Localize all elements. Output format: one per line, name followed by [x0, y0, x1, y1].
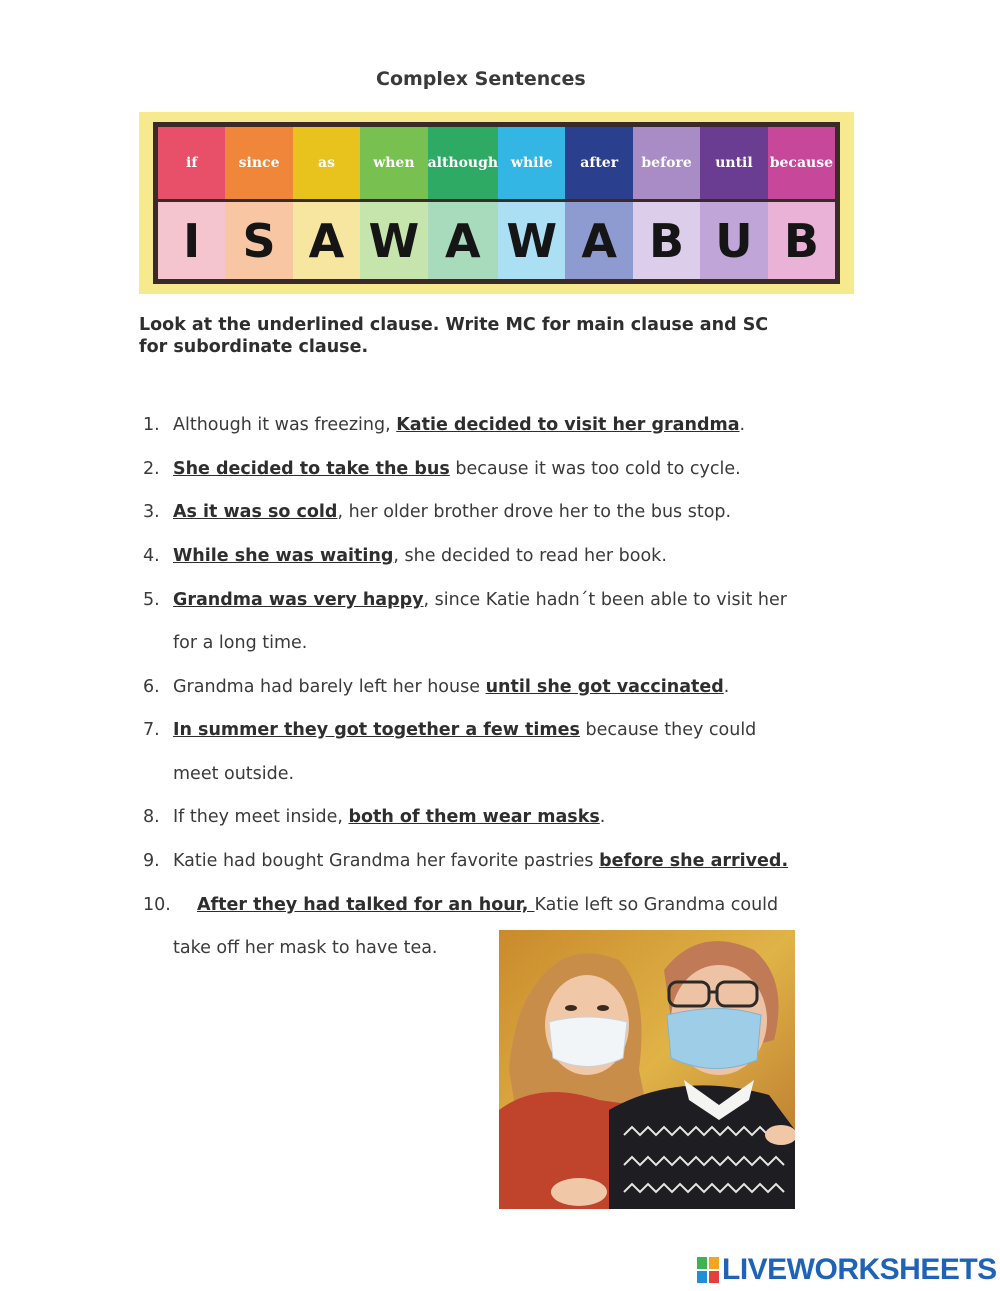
question-text-after: because they could: [579, 720, 757, 740]
question-text-before: If they meet inside,: [173, 807, 349, 827]
instructions: Look at the underlined clause. Write MC for main clause and SC for subordinate clause.: [139, 315, 769, 357]
logo-square: [697, 1271, 707, 1283]
question-text-before: Grandma had barely left her house: [173, 677, 486, 697]
conjunction-word: before: [633, 127, 700, 199]
question-2: [143, 459, 741, 479]
conjunction-word: after: [565, 127, 632, 199]
question-8: [143, 807, 605, 827]
underlined-clause: Katie decided to visit her grandma: [396, 415, 740, 435]
question-number: 5.: [143, 590, 160, 610]
question-text-before: Katie had bought Grandma her favorite pastries: [173, 851, 600, 871]
question-7-continuation: meet outside.: [173, 764, 295, 784]
question-number: 9.: [143, 851, 160, 871]
question-number: 3.: [143, 502, 160, 522]
question-10-continuation: take off her mask to have tea.: [173, 938, 438, 958]
banner-column: [360, 127, 427, 279]
question-number: 8.: [143, 807, 160, 827]
question-number: 7.: [143, 720, 160, 740]
question-9: [143, 851, 788, 871]
page-title: Complex Sentences: [376, 68, 586, 90]
question-text-after: .: [739, 415, 746, 435]
logo-square: [709, 1257, 719, 1269]
banner-column: [293, 127, 360, 279]
banner-grid: [153, 122, 840, 284]
question-text-after: , her older brother drove her to the bus stop.: [337, 502, 732, 522]
banner-column: [700, 127, 767, 279]
conjunction-letter: B: [633, 199, 700, 279]
conjunction-word: as: [293, 127, 360, 199]
question-text-after: .: [723, 677, 730, 697]
grandma-and-granddaughter-photo: [499, 930, 795, 1209]
question-4: [143, 546, 667, 566]
conjunction-word: while: [498, 127, 565, 199]
question-5-continuation: for a long time.: [173, 633, 308, 653]
conjunction-letter: A: [565, 199, 632, 279]
question-5: [143, 590, 787, 610]
underlined-clause: before she arrived.: [599, 851, 789, 871]
question-10: [143, 895, 778, 915]
conjunction-word: because: [768, 127, 835, 199]
question-text-after: Katie left so Grandma could: [534, 895, 779, 915]
question-text-after: , since Katie hadn´t been able to visit her: [423, 590, 787, 610]
conjunction-letter: W: [498, 199, 565, 279]
conjunction-letter: U: [700, 199, 767, 279]
conjunction-letter: A: [293, 199, 360, 279]
question-text-before: Although it was freezing,: [173, 415, 397, 435]
logo-square: [697, 1257, 707, 1269]
underlined-clause: She decided to take the bus: [173, 459, 450, 479]
logo-icon: [697, 1257, 719, 1283]
banner-column: [428, 127, 499, 279]
banner-column: [225, 127, 292, 279]
underlined-clause: Grandma was very happy: [173, 590, 424, 610]
question-1: [143, 415, 745, 435]
conjunction-letter: A: [428, 199, 499, 279]
logo-text: LIVEWORKSHEETS: [722, 1253, 997, 1286]
underlined-clause: until she got vaccinated: [485, 677, 724, 697]
underlined-clause: After they had talked for an hour,: [197, 895, 535, 915]
banner-column: [768, 127, 835, 279]
question-number: 1.: [143, 415, 160, 435]
question-number: 10.: [143, 895, 171, 915]
isawawabub-banner: [139, 112, 854, 294]
conjunction-word: if: [158, 127, 225, 199]
underlined-clause: In summer they got together a few times: [173, 720, 580, 740]
underlined-clause: While she was waiting: [173, 546, 394, 566]
banner-column: [633, 127, 700, 279]
question-text-after: because it was too cold to cycle.: [449, 459, 741, 479]
banner-column: [565, 127, 632, 279]
question-3: [143, 502, 731, 522]
conjunction-word: when: [360, 127, 427, 199]
conjunction-word: although: [428, 127, 499, 199]
conjunction-word: since: [225, 127, 292, 199]
conjunction-letter: S: [225, 199, 292, 279]
question-number: 2.: [143, 459, 160, 479]
question-7: [143, 720, 756, 740]
question-number: 4.: [143, 546, 160, 566]
conjunction-letter: B: [768, 199, 835, 279]
liveworksheets-logo: [697, 1254, 997, 1286]
banner-column: [158, 127, 225, 279]
underlined-clause: both of them wear masks: [348, 807, 600, 827]
question-text-after: .: [599, 807, 606, 827]
conjunction-letter: I: [158, 199, 225, 279]
question-6: [143, 677, 729, 697]
conjunction-word: until: [700, 127, 767, 199]
question-number: 6.: [143, 677, 160, 697]
photo-illustration: [499, 930, 795, 1209]
question-text-after: , she decided to read her book.: [393, 546, 667, 566]
logo-square: [709, 1271, 719, 1283]
banner-column: [498, 127, 565, 279]
conjunction-letter: W: [360, 199, 427, 279]
underlined-clause: As it was so cold: [173, 502, 338, 522]
